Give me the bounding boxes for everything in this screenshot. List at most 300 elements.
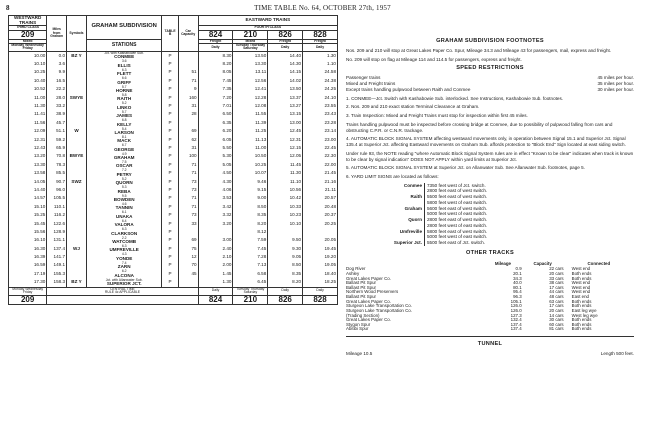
track-mileage: 34.3 <box>513 275 522 281</box>
miles-value: 65.9 <box>47 144 67 152</box>
schedule-row <box>9 245 338 253</box>
train-209-time: 10.10 <box>9 60 47 68</box>
train-209-number: 209 <box>9 30 47 39</box>
speed-label: Passenger trains <box>346 75 381 81</box>
train-209-time: 16.10 <box>9 236 47 244</box>
fourth-class-label: FOURTH CLASS <box>198 26 337 30</box>
track-name: (Trading Section) <box>346 312 380 318</box>
schedule-row <box>9 153 338 161</box>
train-826-time: 11.30 <box>268 169 303 177</box>
train-828-time: 24.38 <box>303 77 338 85</box>
train-210-time: 8.35 <box>233 211 268 219</box>
schedule-row <box>9 253 338 261</box>
train-209-time: 10.52 <box>9 85 47 93</box>
train-209-time: 12.09 <box>9 127 47 135</box>
ot-header-connected: Connected <box>587 260 611 266</box>
tunnel-length: Length 500 feet. <box>600 351 634 357</box>
station-subtext: 5.4 <box>121 126 127 131</box>
track-capacity: 44 cars <box>549 289 564 295</box>
train-826-time: 14.30 <box>268 60 303 68</box>
station-label: UNAKA <box>115 213 133 219</box>
track-capacity: 33 cars <box>549 275 564 281</box>
train-824-time: 3.32 <box>198 211 233 219</box>
station-label: BOWDEN <box>113 197 135 203</box>
train-209-time: 11.00 <box>9 94 47 102</box>
train-209-time: 10.00 <box>9 51 47 60</box>
track-mileage: 95.4 <box>513 289 522 295</box>
miles-value: 9.9 <box>47 69 67 77</box>
train-826-time: 12.05 <box>268 153 303 161</box>
footnotes-title: GRAHAM SUBDIVISION FOOTNOTES <box>436 38 544 44</box>
schedule-row <box>9 186 338 194</box>
symbol-value <box>67 136 87 144</box>
yard-lines <box>424 206 487 217</box>
station-subtext: 5.7 <box>121 109 127 114</box>
car-capacity-value: 75 <box>178 245 198 253</box>
car-capacity-value <box>178 51 198 60</box>
subdivision-header: GRAHAM SUBDIVISION <box>86 16 161 40</box>
car-capacity-value: 73 <box>178 178 198 186</box>
ot-header-mileage: Mileage <box>494 260 511 266</box>
train-824-time: 2.10 <box>198 253 233 261</box>
yard-line: 2800 feet east of west switch. <box>427 188 488 194</box>
train-826-time: 8.50 <box>268 262 303 270</box>
train-826-time: 12.15 <box>268 144 303 152</box>
yard-limit-list <box>346 183 634 246</box>
station-subtext: 6.3 <box>121 227 127 232</box>
schedule-row <box>9 85 338 93</box>
yard-name: Umfreville <box>399 228 422 234</box>
track-capacity: 22 cars <box>549 266 564 272</box>
train-828-time: 19.20 <box>303 253 338 261</box>
station-label: MACK <box>117 138 132 144</box>
train-209-time: 16.39 <box>9 253 47 261</box>
station-name <box>86 278 161 287</box>
train-826-time: 12.31 <box>268 136 303 144</box>
table-b-marker: P <box>162 161 178 169</box>
track-capacity: 17 cars <box>549 284 564 290</box>
yard-name: Graham <box>404 205 422 211</box>
train-209-time: 11.41 <box>9 111 47 119</box>
yard-line: 5800 feet east of west switch. <box>427 228 488 234</box>
station-subtext: 5.2 <box>121 101 127 106</box>
train-828-time: 22.30 <box>303 153 338 161</box>
track-name: Great Lakes Paper Co. <box>346 317 391 323</box>
track-connected: West end <box>571 280 591 286</box>
footnote-intro: Nos. 209 and 210 will stop at Great Lakes Paper Co. Spur, Mileage 34.3 and Mileage 43 for passengers, mail, express and freight. <box>346 47 612 53</box>
station-subtext: 2.2 <box>121 235 127 240</box>
station-subtext: 6.3 <box>121 67 127 72</box>
train-826-time: 11.10 <box>268 178 303 186</box>
table-b-marker: P <box>162 77 178 85</box>
symbol-value <box>67 262 87 270</box>
station-subtext: 6.7 <box>121 143 127 148</box>
footnotes-panel <box>346 38 634 357</box>
speed-line <box>346 87 634 93</box>
symbol-value <box>67 186 87 194</box>
footnote-4b: Under rule 93, the NOTE reading "where Automatic Block Signal System rules are in effect "Known to be clear" indicates when track is known to be clear by signal indication" DOES NOT APPLY within yard limits at Superior Jct. <box>346 150 634 162</box>
train-828-time: 1.10 <box>303 60 338 68</box>
station-subtext: 5.2 <box>121 176 127 181</box>
bottom-824-days: Daily <box>198 287 233 295</box>
train-210-time: 8.50 <box>233 203 268 211</box>
schedule-row <box>9 203 338 211</box>
train-826-time: 9.05 <box>268 253 303 261</box>
station-label: ALCONA <box>114 272 134 278</box>
footnote-6: 6. YARD LIMIT SIGNS are located as follows: <box>346 173 439 179</box>
track-connected: West leg wye <box>571 312 598 318</box>
train-210-time: 11.13 <box>233 136 268 144</box>
train-826-time: 10.23 <box>268 211 303 219</box>
train-828-time: 24.10 <box>303 94 338 102</box>
table-b-marker: P <box>162 270 178 278</box>
station-label: UMFREVILLE <box>109 247 139 253</box>
tunnel-line <box>346 351 634 357</box>
train-828-time: 20.25 <box>303 220 338 228</box>
table-b-marker: P <box>162 178 178 186</box>
miles-value: 45.7 <box>47 119 67 127</box>
car-capacity-value <box>178 228 198 236</box>
track-capacity: 38 cars <box>549 280 564 286</box>
station-label: LINKO <box>117 104 132 110</box>
miles-value: 22.2 <box>47 85 67 93</box>
train-824-time: 3.42 <box>198 203 233 211</box>
train-210-time: 9.46 <box>233 178 268 186</box>
schedule-row <box>9 136 338 144</box>
car-capacity-value: 73 <box>178 211 198 219</box>
train-826-time: 13.37 <box>268 94 303 102</box>
car-capacity-value <box>178 278 198 287</box>
yard-name: Conmee <box>403 182 422 188</box>
bottom-828-days: Daily <box>303 287 338 295</box>
miles-value: 137.4 <box>47 245 67 253</box>
yard-entry <box>386 240 634 246</box>
track-connected: Both ends <box>571 321 592 327</box>
tunnel-mileage: Mileage 10.5 <box>346 351 373 357</box>
train-826-time: 9.30 <box>268 245 303 253</box>
table-b-marker: P <box>162 69 178 77</box>
train-209-desc: Mixed <box>9 39 47 43</box>
train-824-number: 824 <box>198 30 233 39</box>
miles-value: 85.5 <box>47 169 67 177</box>
train-826-time: 10.10 <box>268 220 303 228</box>
yard-line: 2800 feet east of west switch. <box>427 217 488 223</box>
station-label: LARSON <box>114 129 134 135</box>
table-b-marker: P <box>162 153 178 161</box>
table-b-marker: P <box>162 85 178 93</box>
train-828-number: 828 <box>303 30 338 39</box>
train-828-time: 24.25 <box>303 85 338 93</box>
track-mileage: 20.1 <box>513 270 522 276</box>
symbols-header: Symbols <box>67 16 87 52</box>
table-b-marker: P <box>162 245 178 253</box>
speed-value: 45 miles per hour. <box>597 75 634 81</box>
track-name: Great Lakes Paper Co. <box>346 298 391 304</box>
symbol-value: W <box>67 127 87 135</box>
car-capacity-value: 62 <box>178 136 198 144</box>
table-b-marker: P <box>162 203 178 211</box>
train-824-time: 7.20 <box>198 94 233 102</box>
yard-name: Superior Jct. <box>393 240 422 246</box>
miles-value: 0.0 <box>47 51 67 60</box>
train-210-days: Tuesday Thursday Saturday <box>233 44 268 52</box>
miles-value: 90.7 <box>47 178 67 186</box>
speed-value: 35 miles per hour. <box>597 81 634 87</box>
train-824-time: 3.53 <box>198 194 233 202</box>
train-209-time: 15.10 <box>9 203 47 211</box>
track-capacity: 17 cars <box>549 303 564 309</box>
symbol-value <box>67 236 87 244</box>
station-label: ZARN <box>117 264 131 270</box>
speed-label: Mixed and Freight trains <box>346 81 396 87</box>
train-826-time: 14.15 <box>268 69 303 77</box>
track-capacity: 30 cars <box>549 317 564 323</box>
track-mileage: 40.0 <box>513 280 522 286</box>
car-capacity-value: 9 <box>178 85 198 93</box>
yard-line: 5500 feet east of west switch. <box>427 194 488 200</box>
miles-value: 59.2 <box>47 136 67 144</box>
station-label: FLETT <box>117 71 132 77</box>
car-capacity-value: 71 <box>178 194 198 202</box>
table-b-header: TABLE B <box>162 16 178 52</box>
station-subtext: 9.5 <box>121 193 127 198</box>
miles-value: 28.0 <box>47 94 67 102</box>
train-826-time: 11.45 <box>268 161 303 169</box>
car-capacity-value: 71 <box>178 169 198 177</box>
table-b-marker: P <box>162 136 178 144</box>
miles-value: 141.7 <box>47 253 67 261</box>
train-824-time: 3.00 <box>198 236 233 244</box>
schedule-row <box>9 119 338 127</box>
train-828-time: 23.43 <box>303 111 338 119</box>
train-826-time: 13.27 <box>268 102 303 110</box>
track-capacity: 81 cars <box>549 326 564 332</box>
track-mileage: 126.0 <box>510 307 522 313</box>
footnote-4: 4. AUTOMATIC BLOCK SIGNAL SYSTEM affecting westward movements only, in operation between Signal 15.1 and Superior Jct. Signal 135.4 at Superior Jct. affecting Eastward movements on Graham Sub. affords protection to "Block End" Sign located at east siding switch. <box>346 136 626 148</box>
car-capacity-value: 71 <box>178 161 198 169</box>
yard-entry <box>386 217 634 228</box>
symbol-value: BZ Y <box>67 51 87 60</box>
track-connected: West end <box>571 266 591 272</box>
table-b-marker: P <box>162 220 178 228</box>
track-name: Dog River <box>346 266 366 272</box>
table-b-marker: P <box>162 144 178 152</box>
station-label: GRIFF <box>117 79 132 85</box>
track-capacity: 48 cars <box>549 294 564 300</box>
yard-lines <box>424 217 487 228</box>
symbol-value <box>67 211 87 219</box>
train-826-time: 9.50 <box>268 236 303 244</box>
train-828-time: 21.16 <box>303 178 338 186</box>
symbol-value <box>67 77 87 85</box>
train-824-time: 6.20 <box>198 127 233 135</box>
track-connected: Both ends <box>571 298 592 304</box>
schedule-row <box>9 77 338 85</box>
station-subtext: 6.6 <box>121 76 127 81</box>
yard-entry <box>386 229 634 240</box>
rule-label: RULE 4c APPLICABLE <box>104 290 140 295</box>
schedule-row <box>9 262 338 270</box>
station-subtext: 5.7 <box>121 84 127 89</box>
train-210-time: 12.08 <box>233 102 268 110</box>
track-mileage: 105.1 <box>510 298 522 304</box>
station-subtext: 3.6 <box>121 59 127 64</box>
train-210-time: 6.58 <box>233 270 268 278</box>
train-828-time: 21.45 <box>303 169 338 177</box>
yard-line: 5000 feet west of east switch. <box>427 234 488 240</box>
station-label: OSCAR <box>115 163 133 169</box>
train-826-time: 10.42 <box>268 194 303 202</box>
miles-value: 149.1 <box>47 262 67 270</box>
miles-value: 96.0 <box>47 186 67 194</box>
schedule-row <box>9 69 338 77</box>
track-mileage: 137.4 <box>510 321 522 327</box>
schedule-row <box>9 169 338 177</box>
train-824-time: 7.01 <box>198 102 233 110</box>
schedule-row <box>9 236 338 244</box>
station-label: HORNE <box>115 87 133 93</box>
table-b-marker: P <box>162 60 178 68</box>
miles-value: 155.3 <box>47 270 67 278</box>
divider <box>346 336 634 337</box>
speed-value: 30 miles per hour. <box>597 86 634 92</box>
symbol-value: SWYE <box>67 94 87 102</box>
train-209-time: 14.05 <box>9 178 47 186</box>
footnote-5: 5. AUTOMATIC BLOCK SIGNAL SYSTEM at Superior Jct. on Allanwater Sub. See Allanwater Sub. footnotes, page 5. <box>346 165 585 171</box>
page-title: TIME TABLE No. 64, OCTOBER 27th, 1957 <box>254 4 391 12</box>
train-828-time: 20.37 <box>303 211 338 219</box>
yard-lines <box>424 183 487 194</box>
bottom-train-210: 210 <box>233 295 268 304</box>
car-capacity-value: 70 <box>178 262 198 270</box>
symbol-value <box>67 161 87 169</box>
train-826-desc: Freight <box>268 39 303 43</box>
table-b-marker: P <box>162 262 178 270</box>
yard-line: 2800 feet west of east switch. <box>427 222 488 228</box>
miles-value: 131.1 <box>47 236 67 244</box>
train-209-time: 15.45 <box>9 220 47 228</box>
train-828-time: 24.58 <box>303 69 338 77</box>
train-209-time: 10.40 <box>9 77 47 85</box>
station-subtext: 4.9 <box>121 151 127 156</box>
miles-value: 128.9 <box>47 228 67 236</box>
car-capacity-value: 160 <box>178 94 198 102</box>
track-connected: East end <box>571 294 589 300</box>
track-connected: Both ends <box>571 275 592 281</box>
train-210-time: 11.25 <box>233 127 268 135</box>
eastward-label: EASTWARD TRAINS <box>198 16 337 26</box>
train-828-time: 23.28 <box>303 119 338 127</box>
symbol-value <box>67 203 87 211</box>
table-b-marker: P <box>162 236 178 244</box>
schedule-row <box>9 270 338 278</box>
miles-value: 78.3 <box>47 161 67 169</box>
yard-name: Quorn <box>408 217 422 223</box>
train-210-time: 13.50 <box>233 51 268 60</box>
car-capacity-value: 28 <box>178 111 198 119</box>
station-label: GRAHAM <box>113 155 135 161</box>
track-mileage: 126.0 <box>510 303 522 309</box>
train-209-time: 15.56 <box>9 228 47 236</box>
station-subtext: 8.1 <box>121 134 127 139</box>
footnote-3: 3. Train Inspection: Mixed and Freight Trains must stop for inspection within first 45 miles. <box>346 113 528 119</box>
train-209-time: 12.31 <box>9 136 47 144</box>
table-b-marker: P <box>162 278 178 287</box>
train-828-time: 20.57 <box>303 194 338 202</box>
central-time-label: CENTRAL TIME <box>110 286 135 291</box>
footnote-2: 2. Nos. 209 and 210 exact station Terminal Clearance at Graham. <box>346 104 480 110</box>
station-label: QUORN <box>115 180 133 186</box>
miles-value: 70.8 <box>47 153 67 161</box>
train-209-time: 16.30 <box>9 245 47 253</box>
ot-header-capacity: Capacity <box>533 260 552 266</box>
yard-name: Raith <box>410 194 422 200</box>
table-b-marker: P <box>162 119 178 127</box>
table-b-marker: P <box>162 102 178 110</box>
yard-entry <box>386 183 634 194</box>
train-209-time: 10.25 <box>9 69 47 77</box>
yard-line: 5500 feet east of Jct. switch. <box>427 240 485 246</box>
track-name: Sturgeon Lake Transportation Co. <box>346 307 412 313</box>
track-name: Ballast Pit Spur <box>346 280 377 286</box>
track-mileage: 80.1 <box>513 284 522 290</box>
train-209-time: 17.19 <box>9 270 47 278</box>
symbol-value <box>67 220 87 228</box>
yard-entry <box>386 194 634 205</box>
symbol-value: SWZ <box>67 178 87 186</box>
train-210-time: 7.45 <box>233 245 268 253</box>
symbol-value <box>67 102 87 110</box>
train-824-time: 2.40 <box>198 245 233 253</box>
track-capacity: 60 cars <box>549 321 564 327</box>
track-name: Ballast Pit Spur <box>346 284 377 290</box>
train-824-time: 2.00 <box>198 262 233 270</box>
train-828-time: 23.55 <box>303 102 338 110</box>
symbol-value <box>67 270 87 278</box>
car-capacity-value: 12 <box>178 253 198 261</box>
schedule-row <box>9 178 338 186</box>
schedule-row <box>9 211 338 219</box>
track-name: Ashley <box>346 270 360 276</box>
train-824-time: 3.20 <box>198 220 233 228</box>
track-capacity: 20 cars <box>549 270 564 276</box>
train-210-time: 8.12 <box>233 228 268 236</box>
symbol-value <box>67 119 87 127</box>
track-name: Abitibi Spur <box>346 326 369 332</box>
yard-lines <box>424 194 487 205</box>
train-209-time: 12.43 <box>9 144 47 152</box>
train-824-time: 4.30 <box>198 178 233 186</box>
station-label: VALORA <box>114 222 134 228</box>
train-828-time: 18.25 <box>303 278 338 287</box>
symbol-value <box>67 111 87 119</box>
miles-header: Miles from Graham <box>47 16 67 52</box>
car-capacity-value: 45 <box>178 270 198 278</box>
miles-value: 105.5 <box>47 194 67 202</box>
station-subtext: 6.2 <box>121 269 127 274</box>
track-mileage: 96.3 <box>513 294 522 300</box>
train-209-time: 13.58 <box>9 169 47 177</box>
train-828-time: 20.05 <box>303 236 338 244</box>
train-824-time: 6.35 <box>198 119 233 127</box>
car-capacity-value: 31 <box>178 144 198 152</box>
schedule-row <box>9 194 338 202</box>
train-209-time: 15.25 <box>9 211 47 219</box>
train-826-time: 13.00 <box>268 119 303 127</box>
train-209-time: 11.30 <box>9 102 47 110</box>
train-826-time: 8.35 <box>268 270 303 278</box>
station-label: RAITH <box>117 96 132 102</box>
